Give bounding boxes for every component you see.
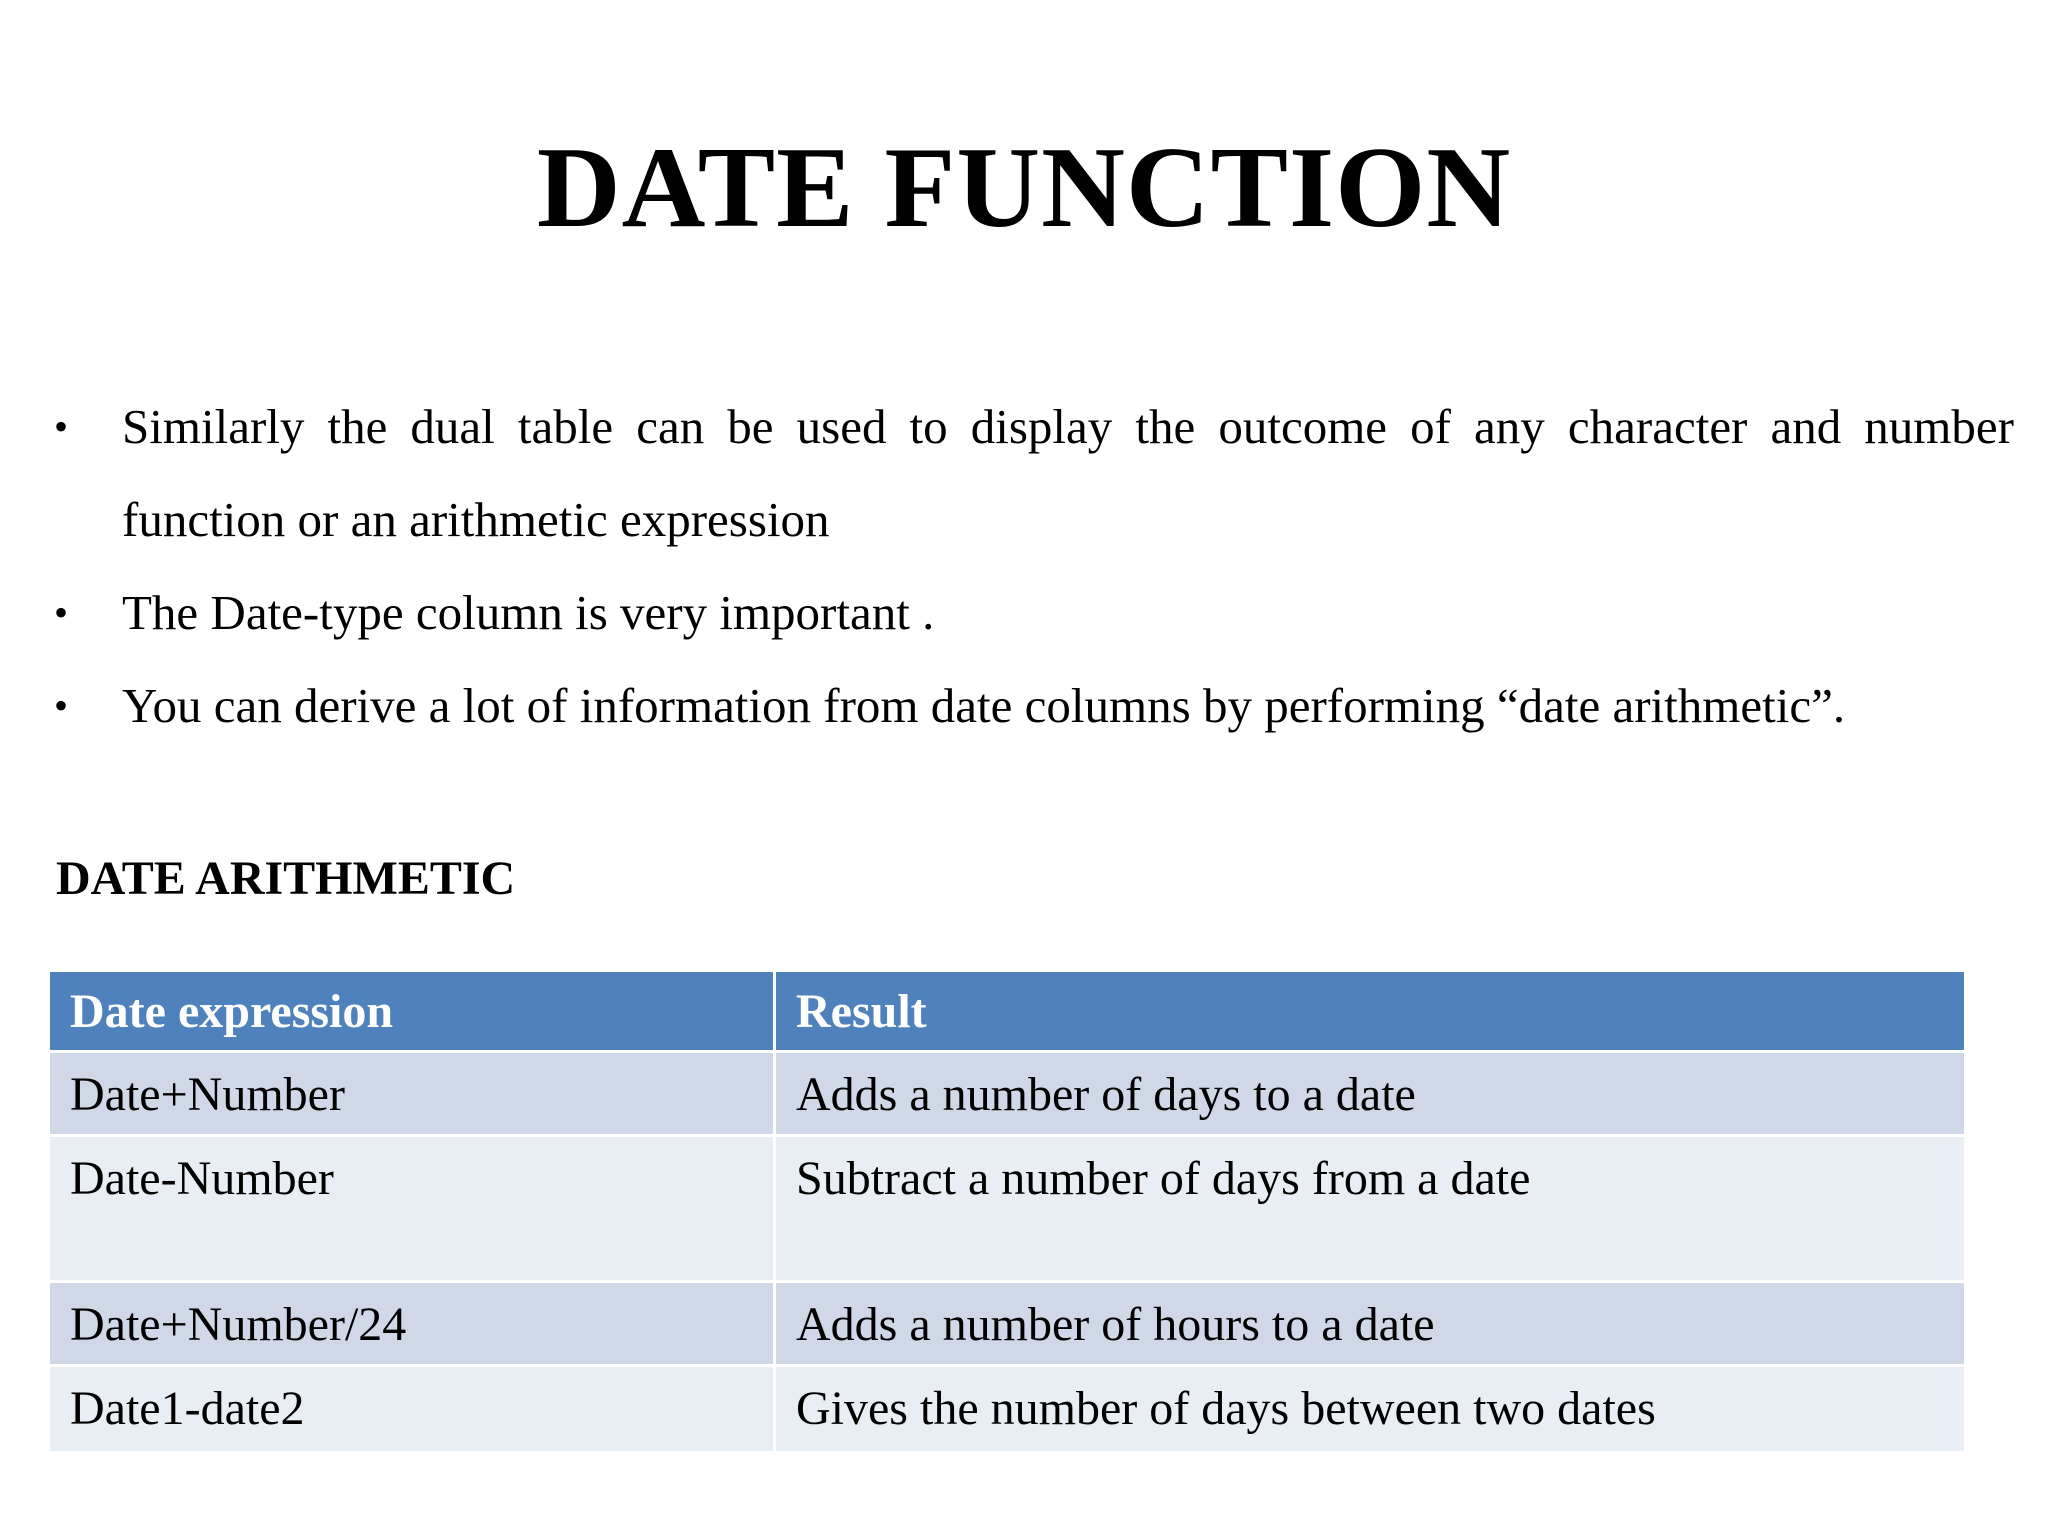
bullet-text: You can derive a lot of information from date columns by performing “date arithmetic”. xyxy=(122,678,1846,733)
table-row xyxy=(50,1367,1964,1451)
table-row xyxy=(50,1137,1964,1283)
bullet-text: Similarly the dual table can be used to display the outcome of any character and number function or an arithmetic expression xyxy=(122,399,2014,547)
header-result: Result xyxy=(776,972,1964,1053)
bullet-item xyxy=(54,566,2014,659)
date-expression-cell: Date+Number xyxy=(50,1053,776,1137)
bullet-icon: • xyxy=(54,683,69,728)
bullet-text: The Date-type column is very important . xyxy=(122,585,935,640)
date-expression-cell: Date1-date2 xyxy=(50,1367,776,1451)
table-row xyxy=(50,1283,1964,1367)
table-row xyxy=(50,1053,1964,1137)
bullet-icon: • xyxy=(54,590,69,635)
slide-title: DATE FUNCTION xyxy=(536,124,1512,252)
result-cell: Adds a number of hours to a date xyxy=(776,1283,1964,1367)
result-cell: Adds a number of days to a date xyxy=(776,1053,1964,1137)
bullet-item xyxy=(54,659,2014,752)
date-arithmetic-table xyxy=(50,972,1964,1451)
result-cell: Subtract a number of days from a date xyxy=(776,1137,1964,1283)
table-header-row xyxy=(50,972,1964,1053)
result-cell: Gives the number of days between two dates xyxy=(776,1367,1964,1451)
section-heading: DATE ARITHMETIC xyxy=(56,852,516,905)
header-date-expression: Date expression xyxy=(50,972,776,1053)
date-expression-cell: Date+Number/24 xyxy=(50,1283,776,1367)
bullet-item xyxy=(54,380,2014,566)
bullet-icon: • xyxy=(54,404,69,449)
bullet-list xyxy=(54,380,2014,752)
date-expression-cell: Date-Number xyxy=(50,1137,776,1283)
